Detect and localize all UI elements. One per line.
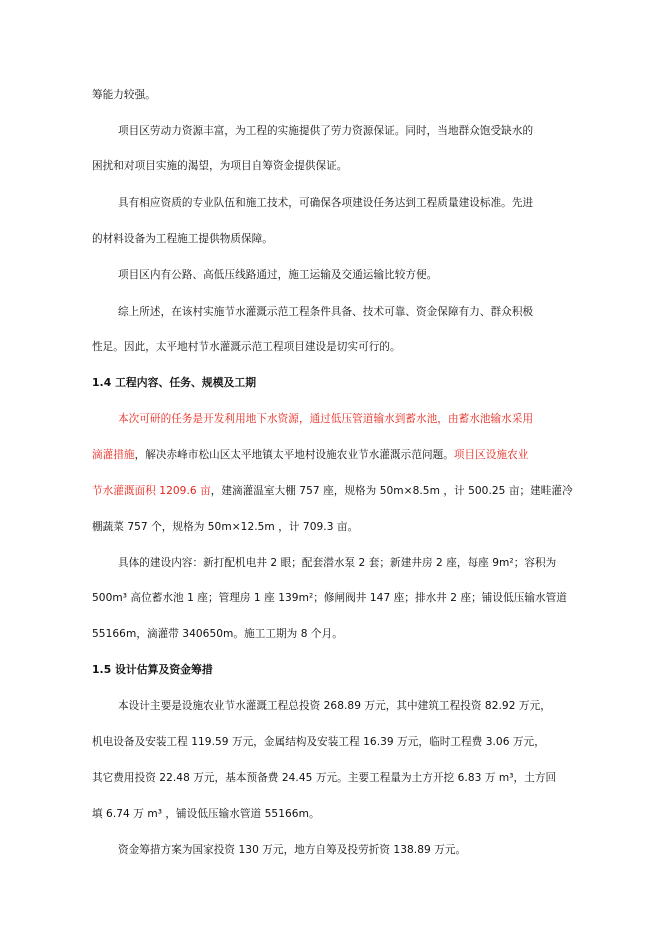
- paragraph-line: 资金筹措方案为国家投资 130 万元，地方自筹及投劳折资 138.89 万元。: [118, 844, 467, 856]
- paragraph-line: 500m³ 高位蓄水池 1 座；管理房 1 座 139m²；修闸阀井 147 座；排水井 2 座；铺设低压输水管道: [92, 592, 567, 604]
- paragraph-line: 项目区内有公路、高低压线路通过，施工运输及交通运输比较方便。: [118, 269, 438, 281]
- paragraph-line: 棚蔬菜 757 个，规格为 50m×12.5m ，计 709.3 亩。: [92, 521, 359, 533]
- paragraph-line: [92, 448, 528, 462]
- paragraph-line: 机电设备及安装工程 119.59 万元，金属结构及安装工程 16.39 万元，临时工程费 3.06 万元，: [92, 736, 545, 748]
- paragraph-line: 填 6.74 万 m³ ，铺设低压输水管道 55166m。: [92, 808, 320, 820]
- paragraph-line: 筹能力较强。: [92, 89, 156, 101]
- paragraph-line: [92, 484, 573, 498]
- paragraph-line: 具体的建设内容：新打配机电井 2 眼；配套潜水泵 2 套；新建井房 2 座，每座 9m²；容积为: [118, 557, 557, 569]
- paragraph-line: 具有相应资质的专业队伍和施工技术，可确保各项建设任务达到工程质量建设标准。先进: [118, 197, 534, 209]
- paragraph-line-highlight: 本次可研的任务是开发利用地下水资源，通过低压管道输水到蓄水池，由蓄水池输水采用: [118, 413, 534, 425]
- highlight-text: 项目区设施农业: [453, 449, 529, 461]
- paragraph-line: 综上所述，在该村实施节水灌溉示范工程条件具备、技术可靠、资金保障有力、群众积极: [118, 306, 534, 318]
- paragraph-line: 性足。因此，太平地村节水灌溉示范工程项目建设是切实可行的。: [92, 341, 401, 353]
- paragraph-line: 本设计主要是设施农业节水灌溉工程总投资 268.89 万元，其中建筑工程投资 82.92 万元，: [118, 700, 551, 712]
- plain-text: ，建滴灌温室大棚 757 座，规格为 50m×8.5m ，计 500.25 亩；建畦灌冷: [210, 485, 573, 497]
- section-heading-1-5: 1.5 设计估算及资金筹措: [92, 663, 213, 676]
- paragraph-line: 55166m，滴灌带 340650m。施工工期为 8 个月。: [92, 628, 343, 640]
- paragraph-line: 项目区劳动力资源丰富，为工程的实施提供了劳力资源保证。同时，当地群众饱受缺水的: [118, 125, 534, 137]
- plain-text: ，解决赤峰市松山区太平地镇太平地村设施农业节水灌溉示范问题。: [134, 449, 454, 461]
- highlight-text: 滴灌措施: [92, 449, 135, 461]
- paragraph-line: 的材料设备为工程施工提供物质保障。: [92, 233, 273, 245]
- highlight-text: 节水灌溉面积 1209.6 亩: [92, 485, 211, 497]
- section-heading-1-4: 1.4 工程内容、任务、规模及工期: [92, 376, 257, 389]
- paragraph-line: 困扰和对项目实施的渴望，为项目自筹资金提供保证。: [92, 160, 348, 172]
- paragraph-line: 其它费用投资 22.48 万元，基本预备费 24.45 万元。主要工程量为土方开挖 6.83 万 m³，土方回: [92, 772, 557, 784]
